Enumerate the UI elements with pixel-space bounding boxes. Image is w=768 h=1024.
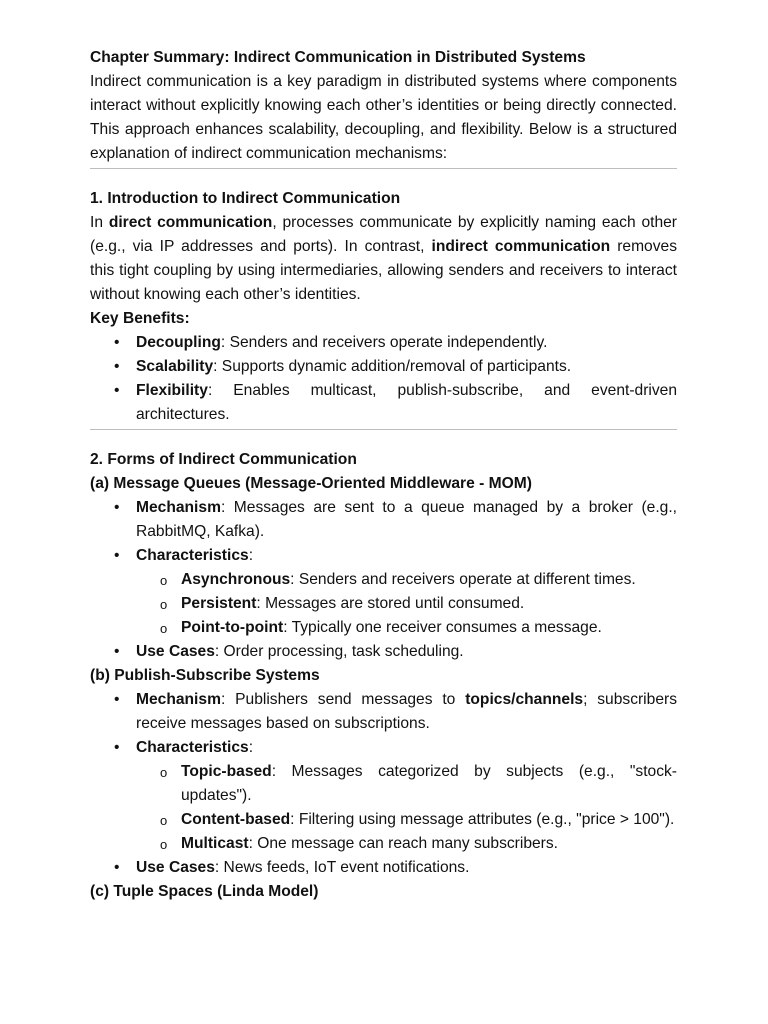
list-item: • Mechanism: Messages are sent to a queue managed by a broker (e.g., RabbitMQ, Kafka). bbox=[90, 496, 677, 544]
subsection-b-heading: (b) Publish-Subscribe Systems bbox=[90, 667, 320, 684]
subsection-c-heading: (c) Tuple Spaces (Linda Model) bbox=[90, 883, 319, 900]
circle-bullet-icon: o bbox=[160, 813, 168, 828]
summary-title: Chapter Summary: Indirect Communication in Distributed Systems bbox=[90, 49, 586, 66]
bullet-icon: • bbox=[114, 739, 120, 756]
sub-list-item: o Multicast: One message can reach many subscribers. bbox=[136, 832, 677, 856]
document-page bbox=[90, 46, 677, 904]
subsection-a-list bbox=[90, 496, 677, 664]
bullet-icon: • bbox=[114, 382, 120, 399]
summary-intro: Indirect communication is a key paradigm in distributed systems where components interact without explicitly knowing each other’s identities or being directly connected. This approach enhances scalability, decoupling, and flexibility. Below is a structured explanation of indirect communication mechanisms: bbox=[90, 73, 677, 162]
list-item: • Decoupling: Senders and receivers operate independently. bbox=[90, 331, 677, 355]
section2-heading: 2. Forms of Indirect Communication bbox=[90, 451, 357, 468]
bullet-icon: • bbox=[114, 547, 120, 564]
sub-list-item: o Persistent: Messages are stored until consumed. bbox=[136, 592, 677, 616]
bullet-icon: • bbox=[114, 691, 120, 708]
circle-bullet-icon: o bbox=[160, 597, 168, 612]
benefits-heading: Key Benefits: bbox=[90, 310, 190, 327]
divider bbox=[90, 168, 677, 169]
bullet-icon: • bbox=[114, 358, 120, 375]
list-item: • Scalability: Supports dynamic addition/removal of participants. bbox=[90, 355, 677, 379]
subsection-a-heading: (a) Message Queues (Message-Oriented Middleware - MOM) bbox=[90, 475, 532, 492]
circle-bullet-icon: o bbox=[160, 573, 168, 588]
circle-bullet-icon: o bbox=[160, 837, 168, 852]
benefits-list bbox=[90, 331, 677, 427]
section1-paragraph: In direct communication, processes communicate by explicitly naming each other (e.g., via IP addresses and ports). In contrast, indirect communication removes this tight coupling by using intermediaries, allowing senders and receivers to interact without knowing each other’s identities. bbox=[90, 214, 678, 303]
list-item: • Characteristics: o Asynchronous: Senders and receivers operate at different times. o Persistent: Messages are stored until consumed. o Point-to-point: Typically one receiver consumes a message. bbox=[90, 544, 677, 640]
list-item: • Characteristics: o Topic-based: Messages categorized by subjects (e.g., "stock-updates"). o Content-based: Filtering using message attributes (e.g., "price > 100"). o Multicast: One message can reach many subscribers. bbox=[90, 736, 677, 856]
list-item: • Mechanism: Publishers send messages to topics/channels; subscribers receive messages based on subscriptions. bbox=[90, 688, 677, 736]
sub-list-item: o Point-to-point: Typically one receiver consumes a message. bbox=[136, 616, 677, 640]
sub-list-item: o Topic-based: Messages categorized by subjects (e.g., "stock-updates"). bbox=[160, 763, 677, 804]
section1-heading: 1. Introduction to Indirect Communication bbox=[90, 190, 401, 207]
bullet-icon: • bbox=[114, 499, 120, 516]
circle-bullet-icon: o bbox=[160, 621, 168, 636]
bullet-icon: • bbox=[114, 334, 120, 351]
sub-list-item: o Content-based: Filtering using message attributes (e.g., "price > 100"). bbox=[136, 808, 677, 832]
list-item: • Flexibility: Enables multicast, publish-subscribe, and event-driven architectures. bbox=[90, 379, 677, 427]
sub-list bbox=[136, 568, 677, 640]
subsection-b-list bbox=[90, 688, 677, 880]
bullet-icon: • bbox=[114, 643, 120, 660]
list-item: • Use Cases: Order processing, task scheduling. bbox=[90, 640, 677, 664]
sub-list-item: o Asynchronous: Senders and receivers operate at different times. bbox=[136, 568, 677, 592]
list-item: • Use Cases: News feeds, IoT event notifications. bbox=[90, 856, 677, 880]
divider bbox=[90, 429, 677, 430]
circle-bullet-icon: o bbox=[160, 765, 168, 780]
sub-list bbox=[136, 760, 677, 856]
bullet-icon: • bbox=[114, 859, 120, 876]
